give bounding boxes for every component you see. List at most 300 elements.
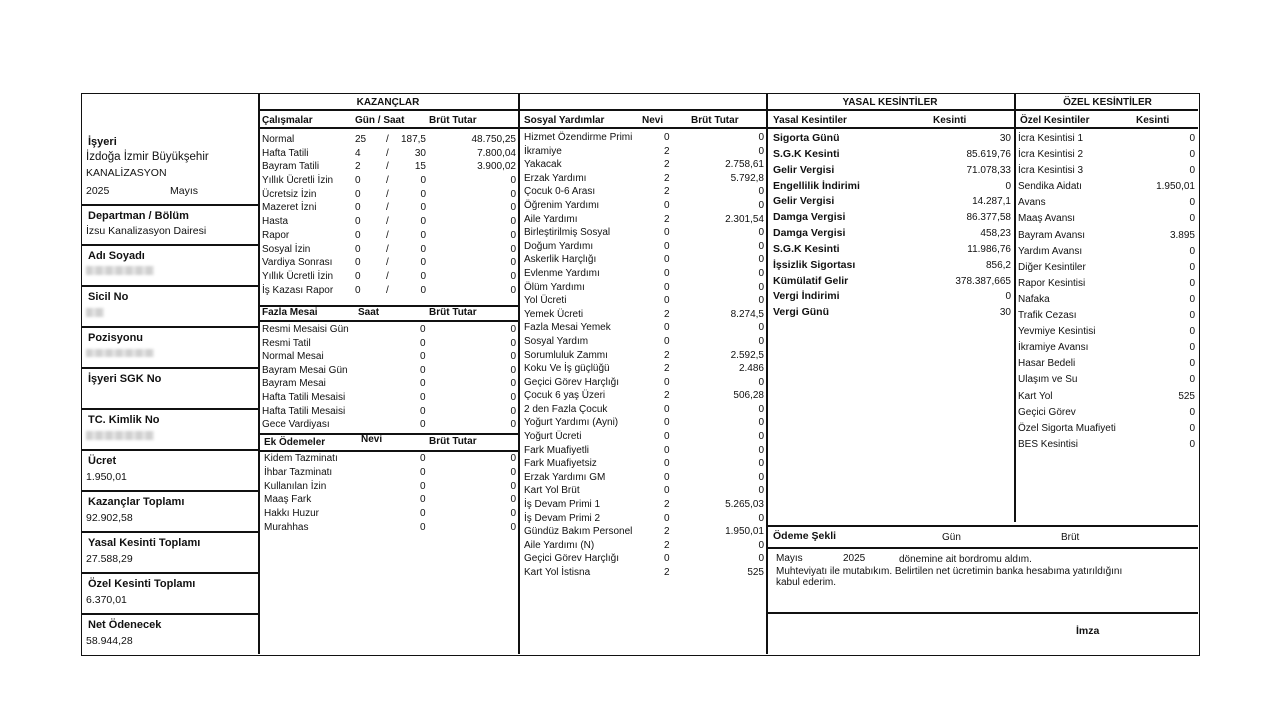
row-label: İcra Kesintisi 1 (1018, 133, 1084, 144)
sosyal-row (524, 484, 764, 498)
fazla-mesai-header: Fazla Mesai (262, 307, 318, 318)
nevi-value: 0 (664, 553, 670, 565)
yasal-row (773, 274, 1011, 290)
sosyal-row (524, 267, 764, 281)
kesinti-value: 0 (1189, 293, 1195, 305)
row-label: Askerlik Harçlığı (524, 254, 597, 266)
kesinti-value: 525 (1178, 390, 1195, 402)
divider (766, 94, 768, 654)
sosyal-row (524, 226, 764, 240)
brut-value: 0 (510, 391, 516, 403)
brut-value: 0 (510, 243, 516, 255)
saat-value: 0 (420, 270, 426, 282)
nevi-value: 2 (664, 159, 670, 171)
kesinti-value: 856,2 (985, 259, 1011, 271)
row-label: Yıllık Ücretli İzin (262, 270, 334, 282)
divider (82, 449, 258, 451)
ek-odeme-row (264, 466, 516, 480)
row-label: Erzak Yardımı GM (524, 471, 606, 483)
calismalar-row (262, 229, 516, 243)
ozel-row (1018, 340, 1195, 356)
yasal-toplam-label: Yasal Kesinti Toplamı (88, 537, 201, 549)
separator: / (386, 161, 389, 173)
kesinti-value: 0 (1189, 133, 1195, 144)
calismalar-row (262, 284, 516, 298)
brut-value: 2.758,61 (725, 159, 764, 171)
brut-value: 0 (758, 145, 764, 157)
brut-value: 0 (510, 175, 516, 187)
sosyal-row (524, 253, 764, 267)
divider (766, 547, 1198, 549)
row-label: İş Kazası Rapor (262, 284, 334, 296)
saat-value: 0 (420, 175, 426, 187)
calismalar-row (262, 270, 516, 284)
kesinti-value: 0 (1189, 406, 1195, 418)
row-label: Avans (1018, 197, 1046, 209)
row-label: Hafta Tatili Mesaisi (262, 391, 346, 403)
ozel-row (1018, 372, 1195, 388)
nevi-value: 2 (664, 526, 670, 538)
divider (518, 94, 520, 654)
row-label: İş Devam Primi 2 (524, 512, 601, 524)
row-label: 2 den Fazla Çocuk (524, 403, 608, 415)
row-label: Kümülatif Gelir (773, 274, 849, 287)
odeme-gun: Gün (942, 532, 961, 543)
ozel-row (1018, 405, 1195, 421)
kesinti-value: 458,23 (980, 228, 1011, 240)
sosyal-row (524, 457, 764, 471)
ozel-toplam-value: 6.370,01 (86, 594, 127, 606)
brut-value: 0 (510, 188, 516, 200)
sosyal-list (524, 131, 764, 580)
yasal-row (773, 210, 1011, 226)
sosyal-row (524, 430, 764, 444)
kesinti-value: 0 (1189, 326, 1195, 338)
fazla-mesai-row (262, 405, 516, 419)
kesinti-value: 0 (1189, 213, 1195, 225)
kesinti-value: 30 (999, 307, 1011, 319)
row-label: Yol Ücreti (524, 295, 567, 307)
calismalar-list (262, 133, 516, 297)
yasal-row (773, 147, 1011, 163)
brut-value: 0 (758, 403, 764, 415)
ek-odeme-row (264, 493, 516, 507)
odeme-line1: dönemine ait bordromu aldım. (899, 554, 1032, 565)
sicil-label: Sicil No (88, 291, 129, 303)
brut-value: 0 (510, 284, 516, 296)
calismalar-brut-header: Brüt Tutar (429, 115, 477, 126)
nevi-value: 0 (664, 485, 670, 497)
fazla-mesai-list (262, 323, 516, 432)
ozel-row (1018, 179, 1195, 195)
isyeri-sub: KANALİZASYON (86, 167, 167, 179)
divider (766, 525, 1198, 527)
kesinti-value: 86.377,58 (966, 212, 1011, 224)
row-label: Bayram Avansı (1018, 229, 1086, 241)
kesinti-value: 30 (999, 133, 1011, 144)
ozel-row (1018, 260, 1195, 276)
yasal-row (773, 242, 1011, 258)
row-label: Öğrenim Yardımı (524, 199, 600, 211)
divider (82, 531, 258, 533)
separator: / (386, 229, 389, 241)
yasal-toplam-value: 27.588,29 (86, 553, 133, 565)
kesinti-value: 0 (1189, 197, 1195, 209)
ozel-row (1018, 131, 1195, 147)
brut-value: 0 (758, 132, 764, 143)
divider (258, 433, 518, 435)
row-label: BES Kesintisi (1018, 438, 1079, 450)
yasal-row (773, 194, 1011, 210)
nevi-value: 2 (664, 145, 670, 157)
row-label: Geçici Görev (1018, 406, 1076, 418)
brut-value: 0 (758, 254, 764, 266)
ozel-kesinti-col-header: Kesinti (1136, 115, 1170, 126)
brut-value: 0 (758, 335, 764, 347)
redacted-sicil (86, 308, 104, 317)
nevi-value: 0 (664, 227, 670, 239)
ozel-row (1018, 292, 1195, 308)
kesinti-value: 14.287,1 (972, 196, 1011, 208)
row-label: Fark Muafiyetli (524, 444, 590, 456)
period-month: Mayıs (170, 185, 199, 197)
calismalar-row (262, 147, 516, 161)
row-label: Bayram Mesai (262, 378, 326, 390)
row-label: S.G.K Kesinti (773, 147, 840, 160)
fazla-mesai-brut-header: Brüt Tutar (429, 307, 477, 318)
saat-value: 15 (414, 161, 426, 173)
nevi-value: 0 (664, 512, 670, 524)
gun-value: 0 (355, 284, 361, 296)
nevi-value: 2 (664, 567, 670, 578)
kazanclar-header: KAZANÇLAR (356, 97, 420, 108)
row-label: Ölüm Yardımı (524, 281, 585, 293)
isyeri-name: İzdoğa İzmir Büyükşehir (86, 151, 209, 163)
row-label: İkramiye Avansı (1018, 342, 1089, 354)
nevi-value: 0 (664, 199, 670, 211)
row-label: Erzak Yardımı (524, 172, 587, 184)
brut-value: 0 (758, 485, 764, 497)
ozel-header: ÖZEL KESİNTİLER (1063, 97, 1152, 108)
gun-value: 0 (355, 229, 361, 241)
nevi-value: 0 (420, 494, 426, 506)
sosyal-row (524, 131, 764, 145)
nevi-value: 0 (664, 431, 670, 443)
divider (82, 326, 258, 328)
row-label: İkramiye (524, 145, 562, 157)
ozel-row (1018, 421, 1195, 437)
row-label: Murahhas (264, 521, 309, 533)
row-label: Çocuk 0-6 Arası (524, 186, 596, 198)
row-label: İcra Kesintisi 3 (1018, 165, 1084, 177)
yasal-row (773, 305, 1011, 321)
separator: / (386, 216, 389, 228)
row-label: Kart Yol Brüt (524, 485, 580, 497)
brut-value: 0 (510, 364, 516, 376)
net-label: Net Ödenecek (88, 619, 162, 631)
row-label: Kidem Tazminatı (264, 453, 338, 464)
imza-label: İmza (1076, 625, 1100, 637)
sosyal-brut-header: Brüt Tutar (691, 115, 739, 126)
separator: / (386, 134, 389, 145)
kesinti-value: 0 (1189, 261, 1195, 273)
brut-value: 0 (510, 257, 516, 269)
divider (258, 320, 518, 322)
row-label: Sendika Aidatı (1018, 181, 1082, 193)
row-label: S.G.K Kesinti (773, 242, 840, 255)
row-label: Fark Muafiyetsiz (524, 458, 597, 470)
row-label: Yardım Avansı (1018, 245, 1083, 257)
ozel-row (1018, 276, 1195, 292)
row-label: Bayram Mesai Gün (262, 364, 348, 376)
separator: / (386, 243, 389, 255)
kesinti-value: 0 (1189, 165, 1195, 177)
row-label: Sorumluluk Zammı (524, 349, 608, 361)
row-label: Hafta Tatili (262, 147, 309, 159)
gun-value: 0 (355, 257, 361, 269)
odeme-month: Mayıs (776, 553, 803, 564)
row-label: Sigorta Günü (773, 132, 840, 144)
row-label: Nafaka (1018, 293, 1050, 305)
isyeri-label: İşyeri (88, 136, 117, 148)
ozel-row (1018, 211, 1195, 227)
nevi-value: 2 (664, 539, 670, 551)
brut-value: 0 (510, 508, 516, 520)
nevi-value: 0 (664, 281, 670, 293)
row-label: Aile Yardımı (524, 213, 578, 225)
brut-value: 0 (758, 199, 764, 211)
kesinti-value: 0 (1189, 374, 1195, 386)
brut-value: 48.750,25 (471, 134, 516, 145)
row-label: Hizmet Özendirme Primi (524, 132, 633, 143)
fazla-mesai-row (262, 364, 516, 378)
row-label: Yoğurt Ücreti (524, 431, 582, 443)
brut-value: 0 (758, 553, 764, 565)
row-label: Birleştirilmiş Sosyal (524, 227, 611, 239)
row-label: Fazla Mesai Yemek (524, 322, 611, 334)
brut-value: 2.301,54 (725, 213, 764, 225)
ek-odeme-row (264, 480, 516, 494)
fazla-mesai-saat-header: Saat (358, 307, 380, 318)
kesinti-value: 1.950,01 (1156, 181, 1195, 193)
brut-value: 0 (758, 376, 764, 388)
fazla-mesai-row (262, 377, 516, 391)
kesinti-value: 0 (1189, 342, 1195, 354)
brut-value: 2.592,5 (730, 349, 764, 361)
kesinti-value: 0 (1189, 310, 1195, 322)
calismalar-row (262, 256, 516, 270)
nevi-value: 0 (664, 240, 670, 252)
brut-value: 525 (747, 567, 764, 578)
gun-value: 0 (355, 243, 361, 255)
sosyal-row (524, 416, 764, 430)
departman-value: İzsu Kanalizasyon Dairesi (86, 225, 207, 237)
brut-value: 0 (510, 270, 516, 282)
sosyal-row (524, 185, 764, 199)
brut-value: 0 (758, 539, 764, 551)
calismalar-row (262, 215, 516, 229)
sosyal-row (524, 403, 764, 417)
ek-odemeler-nevi-header: Nevi (361, 434, 383, 445)
departman-label: Departman / Bölüm (88, 210, 189, 222)
payslip (81, 93, 1200, 656)
sosyal-row (524, 294, 764, 308)
kesinti-value: 11.986,76 (967, 243, 1011, 255)
nevi-value: 0 (664, 403, 670, 415)
ucret-value: 1.950,01 (86, 471, 127, 483)
divider (1014, 94, 1016, 522)
divider (82, 408, 258, 410)
kesinti-value: 0 (1189, 438, 1195, 450)
sosyal-row (524, 512, 764, 526)
row-label: Geçici Görev Harçlığı (524, 553, 620, 565)
nevi-value: 0 (664, 458, 670, 470)
nevi-value: 0 (664, 471, 670, 483)
sosyal-row (524, 471, 764, 485)
nevi-value: 0 (664, 132, 670, 143)
calismalar-row (262, 160, 516, 174)
gun-value: 0 (355, 270, 361, 282)
brut-value: 0 (510, 521, 516, 533)
fazla-mesai-row (262, 391, 516, 405)
row-label: Rapor Kesintisi (1018, 277, 1086, 289)
brut-value: 0 (510, 216, 516, 228)
odeme-line3: kabul ederim. (776, 577, 837, 588)
sosyal-row (524, 240, 764, 254)
yasal-row (773, 258, 1011, 274)
gun-value: 25 (355, 134, 367, 145)
saat-value: 0 (420, 391, 426, 403)
row-label: Gelir Vergisi (773, 195, 835, 208)
saat-value: 0 (420, 337, 426, 349)
row-label: Yoğurt Yardımı (Ayni) (524, 417, 619, 429)
saat-value: 0 (420, 229, 426, 241)
separator: / (386, 202, 389, 214)
sosyal-row (524, 389, 764, 403)
sosyal-header: Sosyal Yardımlar (524, 115, 605, 126)
kesinti-value: 85.619,76 (966, 148, 1011, 160)
sosyal-row (524, 552, 764, 566)
row-label: Kart Yol (1018, 390, 1053, 402)
row-label: Hasta (262, 216, 289, 228)
row-label: Mazeret İzni (262, 202, 317, 214)
brut-value: 0 (510, 202, 516, 214)
saat-value: 0 (420, 324, 426, 335)
odeme-line2: Muhteviyatı ile mutabıkım. Belirtilen net ücretimin banka hesabıma yatırıldığını (776, 566, 1123, 577)
nevi-value: 0 (664, 417, 670, 429)
ek-odemeler-header: Ek Ödemeler (264, 437, 326, 448)
row-label: Damga Vergisi (773, 211, 846, 224)
row-label: İcra Kesintisi 2 (1018, 149, 1084, 161)
divider (258, 127, 1198, 129)
yasal-row (773, 226, 1011, 242)
redacted-tc (86, 431, 154, 440)
row-label: Gündüz Bakım Personel (524, 526, 633, 538)
ozel-row (1018, 147, 1195, 163)
ek-odeme-row (264, 507, 516, 521)
yasal-row (773, 179, 1011, 195)
ek-odemeler-brut-header: Brüt Tutar (429, 436, 477, 447)
brut-value: 0 (758, 267, 764, 279)
brut-value: 0 (510, 453, 516, 464)
brut-value: 8.274,5 (730, 308, 764, 320)
row-label: Aile Yardımı (N) (524, 539, 595, 551)
row-label: Yıllık Ücretli İzin (262, 175, 334, 187)
sosyal-row (524, 539, 764, 553)
row-label: Kart Yol İstisna (524, 567, 591, 578)
nevi-value: 2 (664, 363, 670, 375)
brut-value: 0 (758, 240, 764, 252)
brut-value: 7.800,04 (477, 147, 516, 159)
calismalar-row (262, 188, 516, 202)
row-label: Sosyal İzin (262, 243, 311, 255)
brut-value: 0 (510, 405, 516, 417)
ek-odemeler-list (264, 452, 516, 535)
nevi-value: 0 (420, 466, 426, 478)
kesinti-value: 0 (1189, 422, 1195, 434)
row-label: İhbar Tazminatı (264, 466, 333, 478)
saat-value: 187,5 (400, 134, 426, 145)
divider (258, 109, 1198, 111)
yasal-header: YASAL KESİNTİLER (842, 97, 938, 108)
sosyal-row (524, 213, 764, 227)
divider (82, 490, 258, 492)
ozel-kesintiler-header: Özel Kesintiler (1020, 115, 1090, 126)
saat-value: 0 (420, 405, 426, 417)
nevi-value: 2 (664, 499, 670, 511)
row-label: Rapor (262, 229, 290, 241)
kesinti-value: 0 (1005, 291, 1011, 303)
brut-value: 0 (758, 431, 764, 443)
separator: / (386, 257, 389, 269)
row-label: Diğer Kesintiler (1018, 261, 1086, 273)
gun-value: 0 (355, 216, 361, 228)
yasal-kesintiler-list (773, 131, 1011, 321)
gun-value: 2 (355, 161, 361, 173)
ek-odeme-row (264, 452, 516, 466)
brut-value: 0 (758, 295, 764, 307)
nevi-value: 0 (664, 444, 670, 456)
brut-value: 0 (510, 229, 516, 241)
row-label: Engellilik İndirimi (773, 179, 860, 192)
row-label: Maaş Avansı (1018, 213, 1076, 225)
divider (82, 613, 258, 615)
row-label: Yevmiye Kesintisi (1018, 326, 1096, 338)
row-label: Trafik Cezası (1018, 310, 1077, 322)
nevi-value: 0 (664, 295, 670, 307)
divider (258, 94, 260, 654)
row-label: Ulaşım ve Su (1018, 374, 1078, 386)
sosyal-row (524, 321, 764, 335)
divider (82, 285, 258, 287)
brut-value: 0 (758, 186, 764, 198)
calismalar-gun-header: Gün / Saat (355, 115, 405, 126)
brut-value: 506,28 (733, 390, 764, 402)
nevi-value: 0 (420, 521, 426, 533)
kesinti-value: 3.895 (1169, 229, 1195, 241)
sosyal-row (524, 376, 764, 390)
row-label: Gece Vardiyası (262, 419, 330, 431)
sosyal-row (524, 199, 764, 213)
separator: / (386, 188, 389, 200)
nevi-value: 2 (664, 186, 670, 198)
brut-value: 0 (510, 378, 516, 390)
row-label: Özel Sigorta Muafiyeti (1018, 422, 1116, 434)
row-label: İş Devam Primi 1 (524, 499, 601, 511)
nevi-value: 2 (664, 349, 670, 361)
gun-value: 0 (355, 202, 361, 214)
brut-value: 2.486 (738, 363, 764, 375)
